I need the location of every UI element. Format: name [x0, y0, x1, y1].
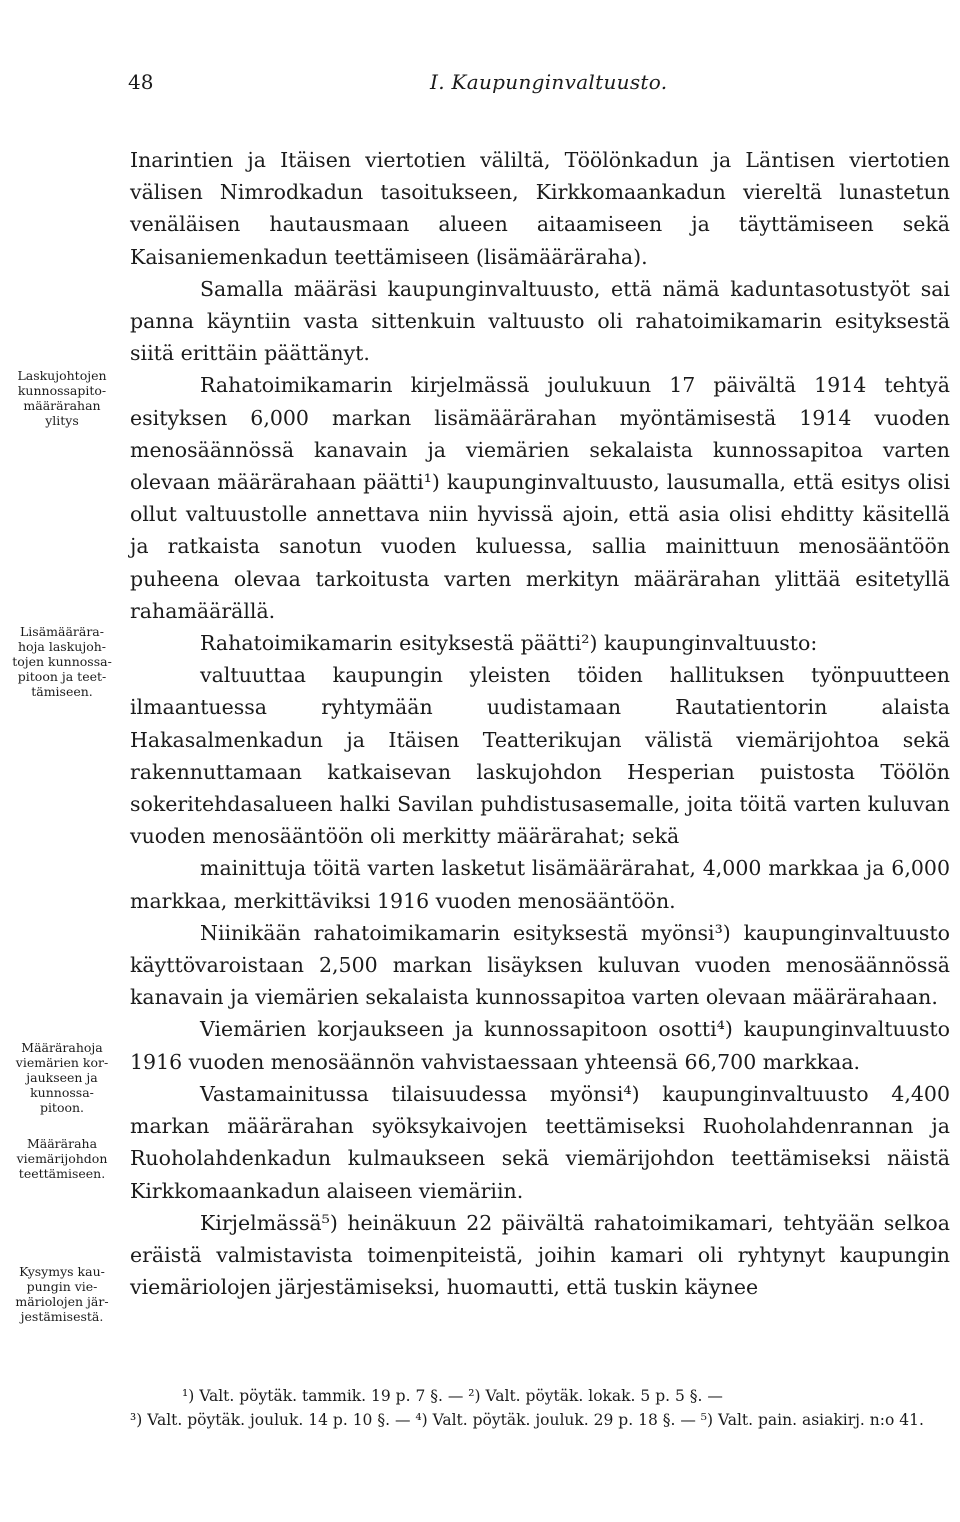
margin-note-line: teettämiseen. — [18, 1166, 106, 1181]
margin-note-line: ylitys — [45, 413, 79, 428]
footnotes — [130, 1384, 950, 1432]
margin-note-line: jestämisestä. — [20, 1309, 104, 1324]
paragraph: Vastamainitussa tilaisuudessa myönsi⁴) kaupunginvaltuusto 4,400 markan määrärahan syöksykaivojen teettämiseksi Ruoholahdenrannan ja Ruoholahdenkadun kulmaukseen sekä viemärijohdon teettämiseksi näistä Kirkkomaankadun alaiseen viemäriin. — [130, 1081, 950, 1203]
margin-note — [2, 1040, 122, 1115]
margin-note-line: pungin vie- — [26, 1279, 98, 1294]
paragraph: Inarintien ja Itäisen viertotien väliltä, Töölönkadun ja Läntisen viertotien välisen Nimrodkadun tasoitukseen, Kirkkomaankadun viereltä lunastetun venäläisen hautausmaan alueen aitaamiseen ja täyttämiseen sekä Kaisaniemenkadun teettämiseen (lisämääräraha). — [130, 148, 950, 269]
margin-note-line: märiolojen jär- — [15, 1294, 109, 1309]
paragraph: Kirjelmässä⁵) heinäkuun 22 päivältä rahatoimikamari, tehtyään selkoa eräistä valmistavista toimenpiteistä, joihin kamari oli ryhtynyt kaupungin viemäriolojen järjestämiseksi, huomautti, että tuskin käynee — [130, 1210, 950, 1300]
margin-note-line: Määrärahoja — [21, 1040, 103, 1055]
margin-note-line: Kysymys kau- — [19, 1264, 105, 1279]
margin-note-line: kunnossapito- — [17, 383, 107, 398]
margin-note — [2, 368, 122, 428]
margin-note — [2, 1136, 122, 1181]
margin-note-line: viemärijohdon — [16, 1151, 108, 1166]
margin-note — [2, 1264, 122, 1324]
margin-note-line: Laskujohtojen — [17, 368, 107, 383]
paragraph: mainittuja töitä varten lasketut lisämäärärahat, 4,000 markkaa ja 6,000 markkaa, merkittäviksi 1916 vuoden menosääntöön. — [130, 856, 950, 913]
margin-note-line: määrärahan — [23, 398, 101, 413]
margin-note-line: viemärien kor- — [15, 1055, 109, 1070]
margin-note-line: tämiseen. — [31, 684, 93, 699]
margin-note-line: pitoon ja teet- — [17, 669, 107, 684]
margin-note-line: Lisämäärära- — [19, 624, 104, 639]
running-title: I. Kaupunginvaltuusto. — [430, 70, 668, 94]
footnote: ³) Valt. pöytäk. jouluk. 14 p. 10 §. — ⁴) Valt. pöytäk. jouluk. 29 p. 18 §. — ⁵) Valt. pain. asiakirj. n:o 41. — [130, 1411, 924, 1429]
paragraph: valtuuttaa kaupungin yleisten töiden hallituksen työnpuutteen ilmaantuessa ryhtymään uudistamaan Rautatientorin alaista Hakasalmenkadun ja Itäisen Teatterikujan välistä viemärijohtoa sekä rakennuttamaan katkaisevan laskujohdon Hesperian puistosta Töölön sokeritehdasalueen halki Savilan puhdistusasemalle, joita töitä varten kuluvan vuoden menosääntöön oli merkitty määrärahat; sekä — [130, 663, 950, 849]
footnote: ¹) Valt. pöytäk. tammik. 19 p. 7 §. — ²) Valt. pöytäk. lokak. 5 p. 5 §. — — [182, 1387, 723, 1405]
margin-note-line: Määräraha — [26, 1136, 98, 1151]
paragraph: Niinikään rahatoimikamarin esityksestä myönsi³) kaupunginvaltuusto käyttövaroistaan 2,500 markan lisäyksen kuluvan vuoden menosäännössä kanavain ja viemärien sekalaista kunnossapitoa varten olevaan määrärahaan. — [130, 920, 950, 1010]
paragraph: Rahatoimikamarin esityksestä päätti²) kaupunginvaltuusto: — [200, 631, 818, 656]
margin-note — [2, 624, 122, 699]
margin-note-line: tojen kunnossa- — [12, 654, 112, 669]
main-text — [130, 144, 950, 1303]
paragraph: Viemärien korjaukseen ja kunnossapitoon osotti⁴) kaupunginvaltuusto 1916 vuoden menosäännön vahvistaessaan yhteensä 66,700 markkaa. — [130, 1017, 950, 1074]
margin-note-line: kunnossa- — [30, 1085, 94, 1100]
margin-note-line: pitoon. — [39, 1100, 85, 1115]
paragraph: Rahatoimikamarin kirjelmässä joulukuun 17 päivältä 1914 tehtyä esityksen 6,000 markan lisämäärärahan myöntämisestä 1914 vuoden menosäännössä kanavain ja viemärien sekalaista kunnossapitoa varten olevaan määrärahaan päätti¹) kaupunginvaltuusto, lausumalla, että esitys olisi ollut valtuustolle annettava niin hyvissä ajoin, että asia olisi ehditty käsitellä ja ratkaista sanotun vuoden kuluessa, sallia mainittuun menosääntöön puheena olevaa tarkoitusta varten merkityn määrärahan ylittää esitetyllä rahamäärällä. — [130, 373, 950, 623]
paragraph: Samalla määräsi kaupunginvaltuusto, että nämä kaduntasotustyöt sai panna käyntiin vasta sittenkuin valtuusto oli rahatoimikamarin esityksestä siitä erittäin päättänyt. — [130, 276, 950, 366]
margin-note-line: hoja laskujoh- — [17, 639, 107, 654]
margin-note-line: jaukseen ja — [26, 1070, 98, 1085]
page-number: 48 — [128, 70, 154, 94]
